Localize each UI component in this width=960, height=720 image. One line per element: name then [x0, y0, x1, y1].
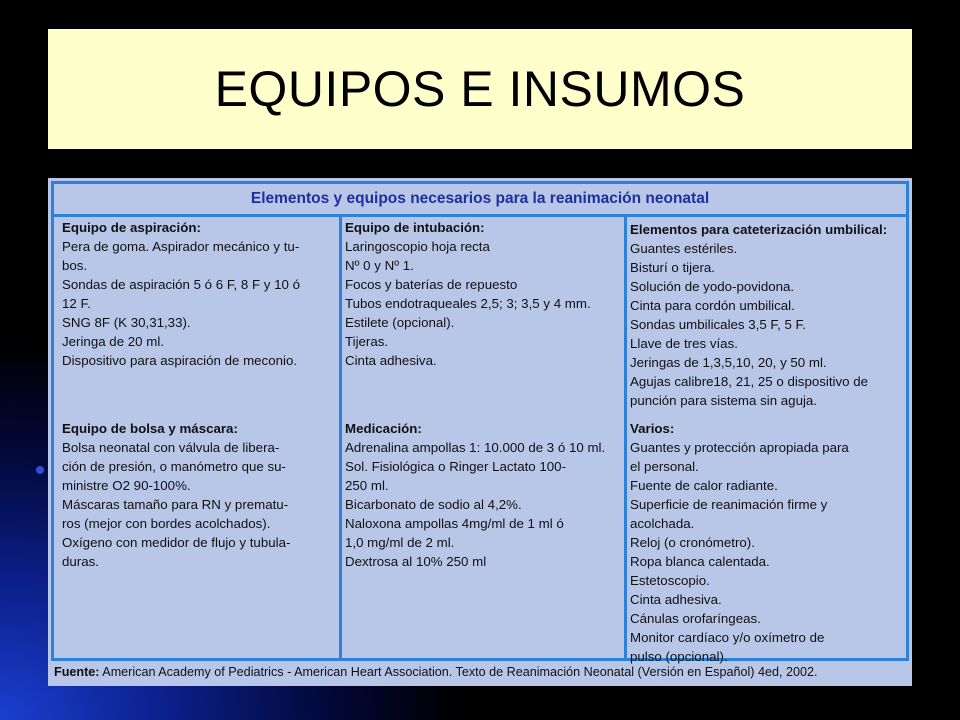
cell-line: Guantes estériles. — [630, 241, 738, 256]
cell-line: Bisturí o tijera. — [630, 260, 715, 275]
column-divider-1 — [339, 217, 342, 658]
cell-line: Cinta adhesiva. — [345, 353, 437, 368]
cell-line: Sol. Fisiológica o Ringer Lactato 100- — [345, 459, 566, 474]
cell-cateterizacion-umbilical — [630, 220, 887, 410]
cell-line: Cánulas orofaríngeas. — [630, 611, 761, 626]
cell-line: Tubos endotraqueales 2,5; 3; 3,5 y 4 mm. — [345, 296, 591, 311]
cell-equipo-intubacion — [345, 218, 591, 370]
cell-line: ción de presión, o manómetro que su- — [62, 459, 286, 474]
cell-line: acolchada. — [630, 516, 695, 531]
slide-title: EQUIPOS E INSUMOS — [214, 61, 746, 117]
cell-line: Monitor cardíaco y/o oxímetro de — [630, 630, 825, 645]
cell-line: Fuente de calor radiante. — [630, 478, 778, 493]
cell-line: Pera de goma. Aspirador mecánico y tu- — [62, 239, 300, 254]
cell-line: Jeringas de 1,3,5,10, 20, y 50 ml. — [630, 355, 827, 370]
cell-line: Laringoscopio hoja recta — [345, 239, 490, 254]
cell-line: Bicarbonato de sodio al 4,2%. — [345, 497, 522, 512]
cell-line: Llave de tres vías. — [630, 336, 738, 351]
equipment-table — [48, 178, 912, 686]
cell-line: Oxígeno con medidor de flujo y tubula- — [62, 535, 291, 550]
cell-line: Dextrosa al 10% 250 ml — [345, 554, 487, 569]
table-title: Elementos y equipos necesarios para la reanimación neonatal — [54, 184, 906, 217]
cell-line: Solución de yodo-povidona. — [630, 279, 795, 294]
cell-line: 250 ml. — [345, 478, 389, 493]
table-frame — [51, 181, 909, 664]
section-header: Medicación: — [345, 421, 422, 436]
cell-line: Reloj (o cronómetro). — [630, 535, 755, 550]
cell-line: Sondas de aspiración 5 ó 6 F, 8 F y 10 ó — [62, 277, 301, 292]
cell-line: el personal. — [630, 459, 699, 474]
section-header: Equipo de intubación: — [345, 220, 485, 235]
cell-line: Tijeras. — [345, 334, 389, 349]
column-divider-2 — [624, 217, 627, 658]
cell-line: pulso (opcional). — [630, 649, 728, 664]
cell-line: Dispositivo para aspiración de meconio. — [62, 353, 298, 368]
cell-line: ministre O2 90-100%. — [62, 478, 191, 493]
section-header: Equipo de bolsa y máscara: — [62, 421, 238, 436]
cell-line: Estetoscopio. — [630, 573, 710, 588]
footer-text: American Academy of Pediatrics - American Heart Association. Texto de Reanimación Neonatal (Versión en Español) 4ed, 2002. — [99, 665, 818, 679]
cell-line: Naloxona ampollas 4mg/ml de 1 ml ó — [345, 516, 564, 531]
cell-line: 1,0 mg/ml de 2 ml. — [345, 535, 455, 550]
cell-line: Adrenalina ampollas 1: 10.000 de 3 ó 10 ml. — [345, 440, 606, 455]
cell-line: Focos y baterías de repuesto — [345, 277, 518, 292]
bullet-dot-decoration — [36, 466, 44, 474]
cell-bolsa-mascara — [62, 419, 290, 571]
cell-line: Estilete (opcional). — [345, 315, 455, 330]
cell-line: SNG 8F (K 30,31,33). — [62, 315, 191, 330]
table-source-footer — [54, 665, 818, 679]
cell-line: punción para sistema sin aguja. — [630, 393, 818, 408]
cell-line: Sondas umbilicales 3,5 F, 5 F. — [630, 317, 806, 332]
cell-line: bos. — [62, 258, 88, 273]
cell-line: Agujas calibre18, 21, 25 o dispositivo de — [630, 374, 869, 389]
cell-medicacion — [345, 419, 605, 571]
cell-line: Máscaras tamaño para RN y prematu- — [62, 497, 289, 512]
section-header: Equipo de aspiración: — [62, 220, 201, 235]
cell-line: Nº 0 y Nº 1. — [345, 258, 414, 273]
cell-varios — [630, 419, 849, 666]
cell-line: Cinta adhesiva. — [630, 592, 722, 607]
section-header: Varios: — [630, 421, 675, 436]
cell-line: Superficie de reanimación firme y — [630, 497, 828, 512]
cell-line: Guantes y protección apropiada para — [630, 440, 849, 455]
cell-line: duras. — [62, 554, 99, 569]
cell-equipo-aspiracion — [62, 218, 300, 370]
cell-line: Ropa blanca calentada. — [630, 554, 770, 569]
cell-line: Bolsa neonatal con válvula de libera- — [62, 440, 280, 455]
cell-line: ros (mejor con bordes acolchados). — [62, 516, 271, 531]
slide-title-box — [48, 29, 912, 149]
cell-line: Jeringa de 20 ml. — [62, 334, 164, 349]
footer-label: Fuente: — [54, 665, 100, 679]
section-header: Elementos para cateterización umbilical: — [630, 222, 888, 237]
cell-line: Cinta para cordón umbilical. — [630, 298, 795, 313]
cell-line: 12 F. — [62, 296, 91, 311]
